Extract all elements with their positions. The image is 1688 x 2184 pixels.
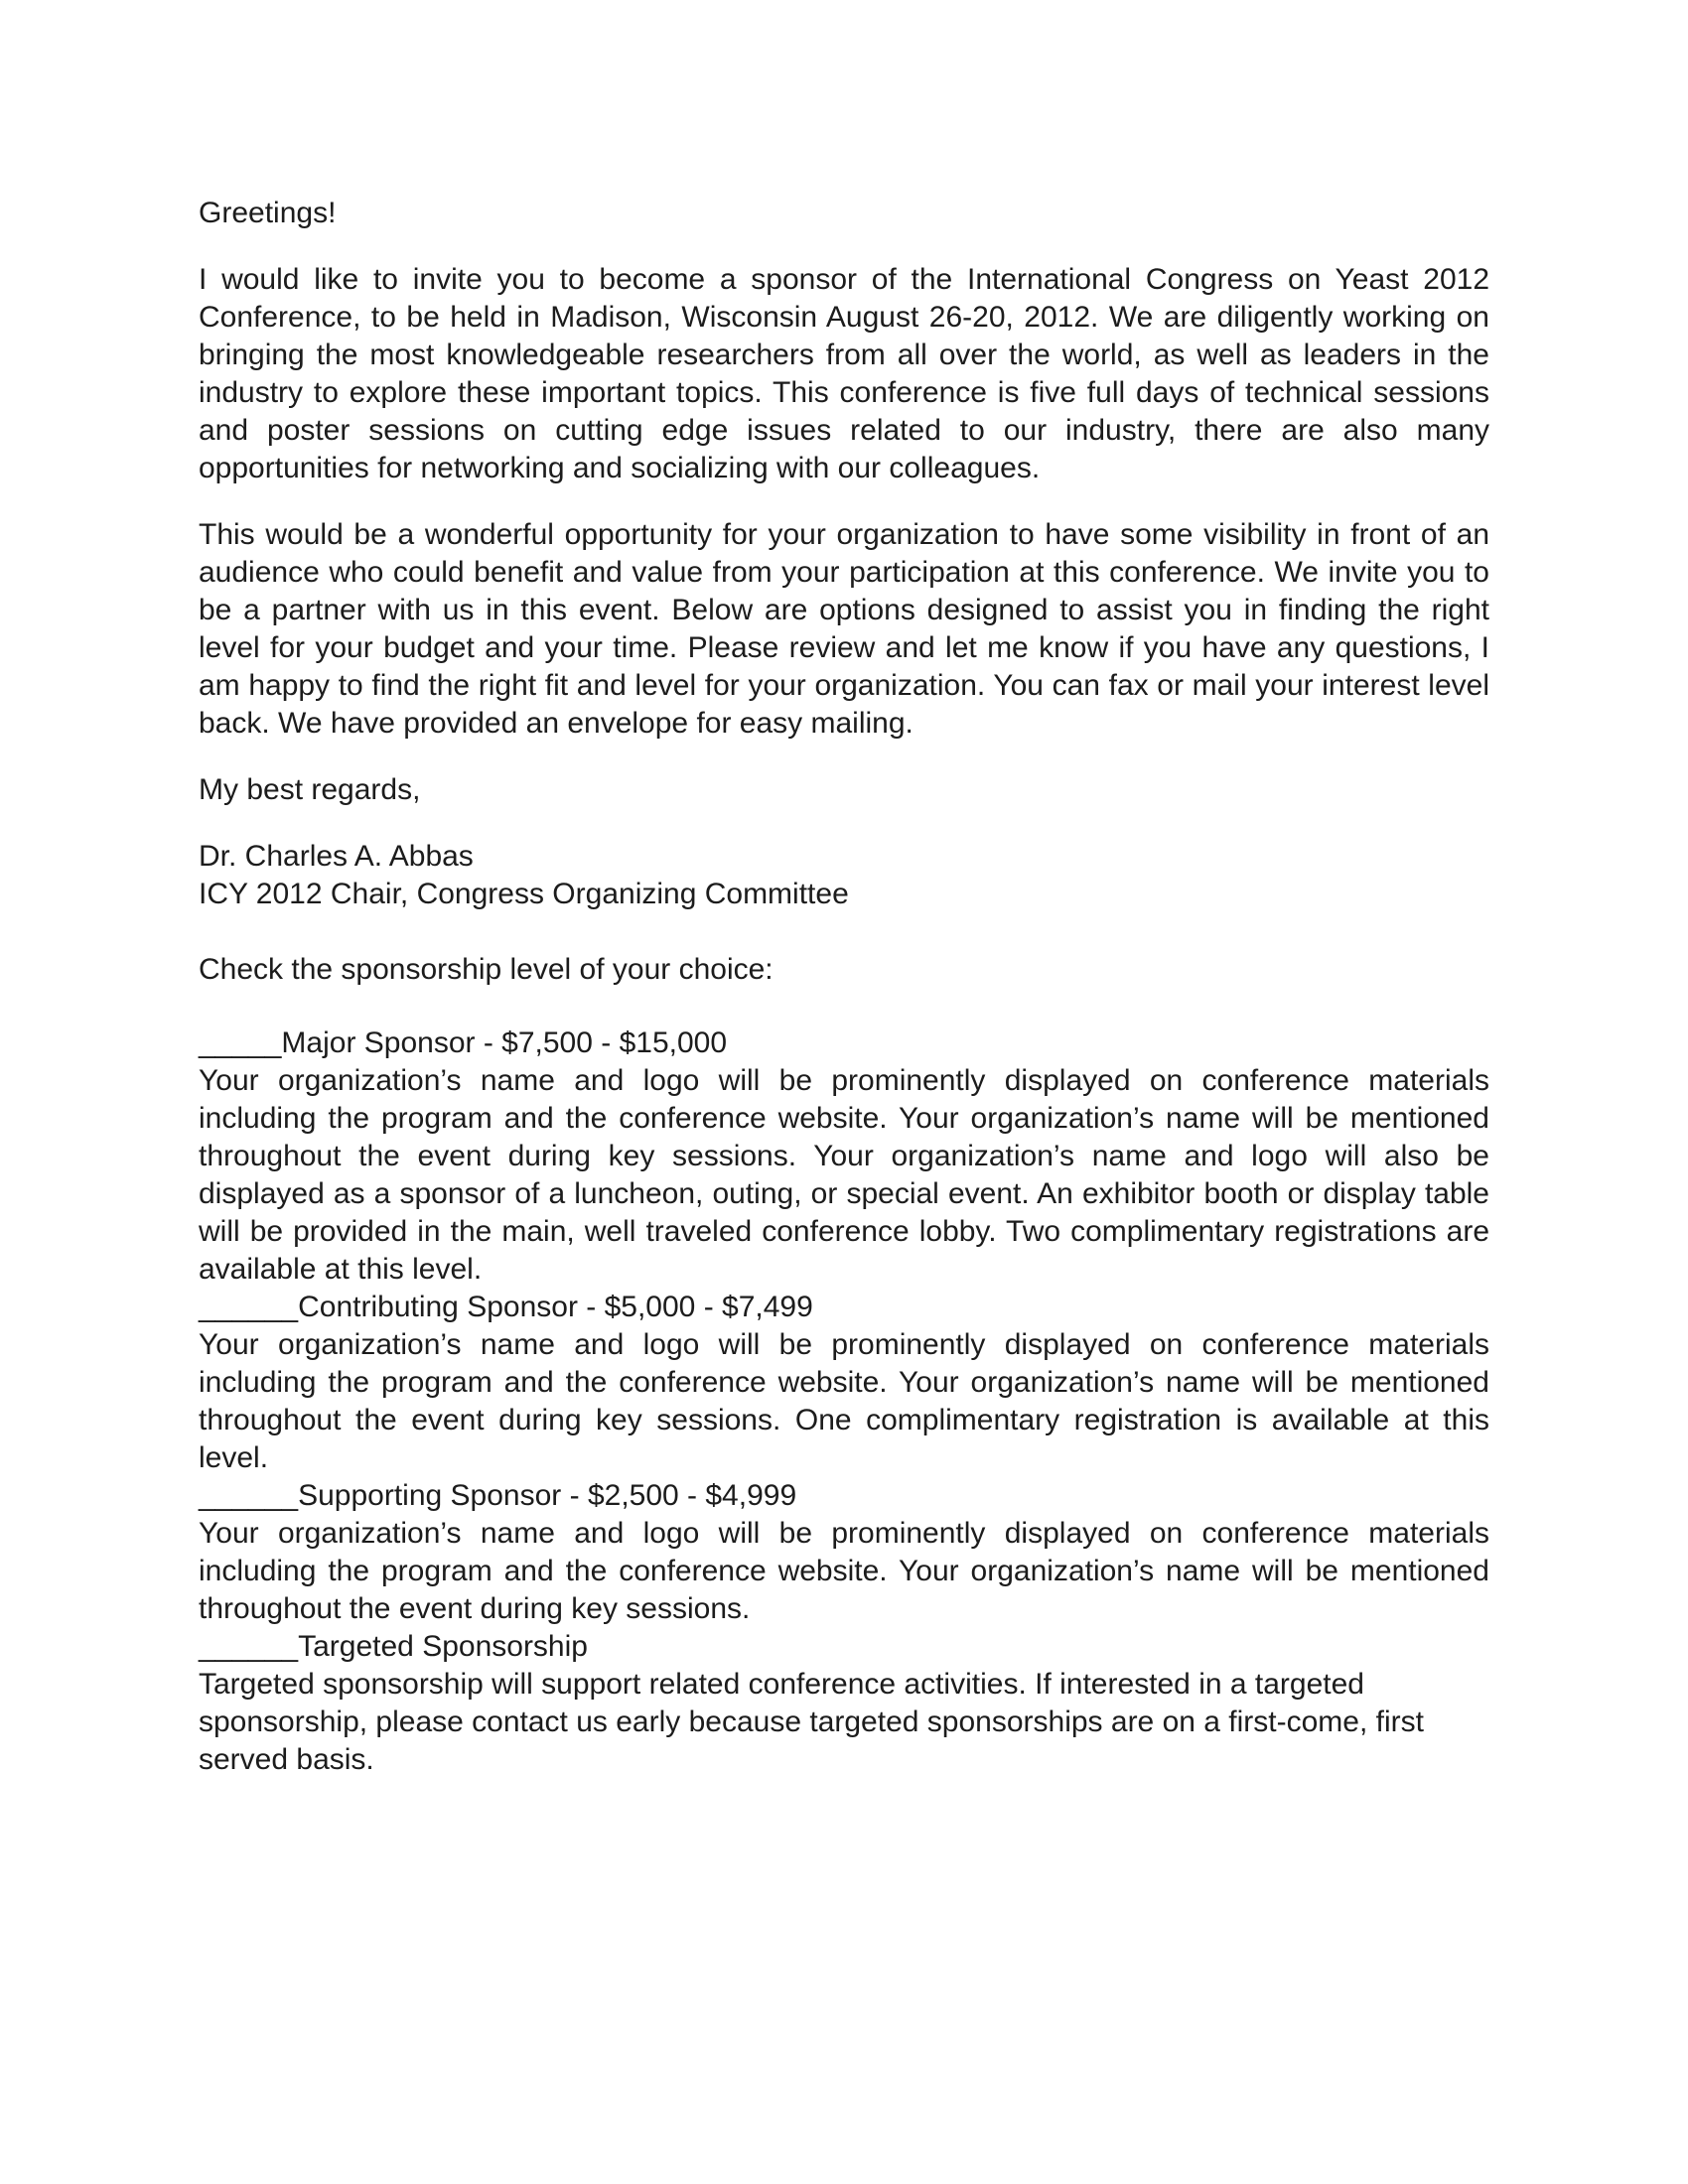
greeting-line: Greetings! xyxy=(199,197,337,229)
option-targeted-sponsorship xyxy=(199,1628,1489,1779)
signature-name: Dr. Charles A. Abbas xyxy=(199,840,474,873)
closing-line: My best regards, xyxy=(199,773,421,806)
sponsorship-options xyxy=(199,1024,1489,1779)
option-major-description: Your organization’s name and logo will be prominently displayed on conference materials including the program and the conference website. Your organization’s name will be mentioned throughout the event during key sessions. Your organization’s name and logo will also be displayed as a sponsor of a luncheon, outing, or special event. An exhibitor booth or display table will be provided in the main, well traveled conference lobby. Two complimentary registrations are available at this level. xyxy=(199,1064,1489,1286)
option-contributing-sponsor xyxy=(199,1289,1489,1477)
sponsorship-instruction: Check the sponsorship level of your choice: xyxy=(199,953,774,986)
option-supporting-sponsor xyxy=(199,1477,1489,1628)
option-contributing-description: Your organization’s name and logo will be prominently displayed on conference materials including the program and the conference website. Your organization’s name will be mentioned throughout the event during key sessions. One complimentary registration is available at this level. xyxy=(199,1328,1489,1474)
option-supporting-header: ______Supporting Sponsor - $2,500 - $4,999 xyxy=(199,1479,797,1512)
option-major-header: _____Major Sponsor - $7,500 - $15,000 xyxy=(199,1026,728,1059)
option-targeted-header: ______Targeted Sponsorship xyxy=(199,1630,588,1663)
option-contributing-header: ______Contributing Sponsor - $5,000 - $7,499 xyxy=(199,1291,813,1323)
option-major-sponsor xyxy=(199,1024,1489,1289)
signature-block xyxy=(199,838,1489,913)
signature-title: ICY 2012 Chair, Congress Organizing Committee xyxy=(199,878,849,910)
option-targeted-description: Targeted sponsorship will support related conference activities. If interested in a targeted sponsorship, please contact us early because targeted sponsorships are on a first-come, first served basis. xyxy=(199,1668,1424,1776)
invitation-paragraph: This would be a wonderful opportunity for your organization to have some visibility in front of an audience who could benefit and value from your participation at this conference. We invite you to be a partner with us in this event. Below are options designed to assist you in finding the right level for your budget and your time. Please review and let me know if you have any questions, I am happy to find the right fit and level for your organization. You can fax or mail your interest level back. We have provided an envelope for easy mailing. xyxy=(199,518,1489,740)
option-supporting-description: Your organization’s name and logo will be prominently displayed on conference materials including the program and the conference website. Your organization’s name will be mentioned throughout the event during key sessions. xyxy=(199,1517,1489,1625)
intro-paragraph: I would like to invite you to become a sponsor of the International Congress on Yeast 2012 Conference, to be held in Madison, Wisconsin August 26-20, 2012. We are diligently working on bringing the most knowledgeable researchers from all over the world, as well as leaders in the industry to explore these important topics. This conference is five full days of technical sessions and poster sessions on cutting edge issues related to our industry, there are also many opportunities for networking and socializing with our colleagues. xyxy=(199,263,1489,484)
